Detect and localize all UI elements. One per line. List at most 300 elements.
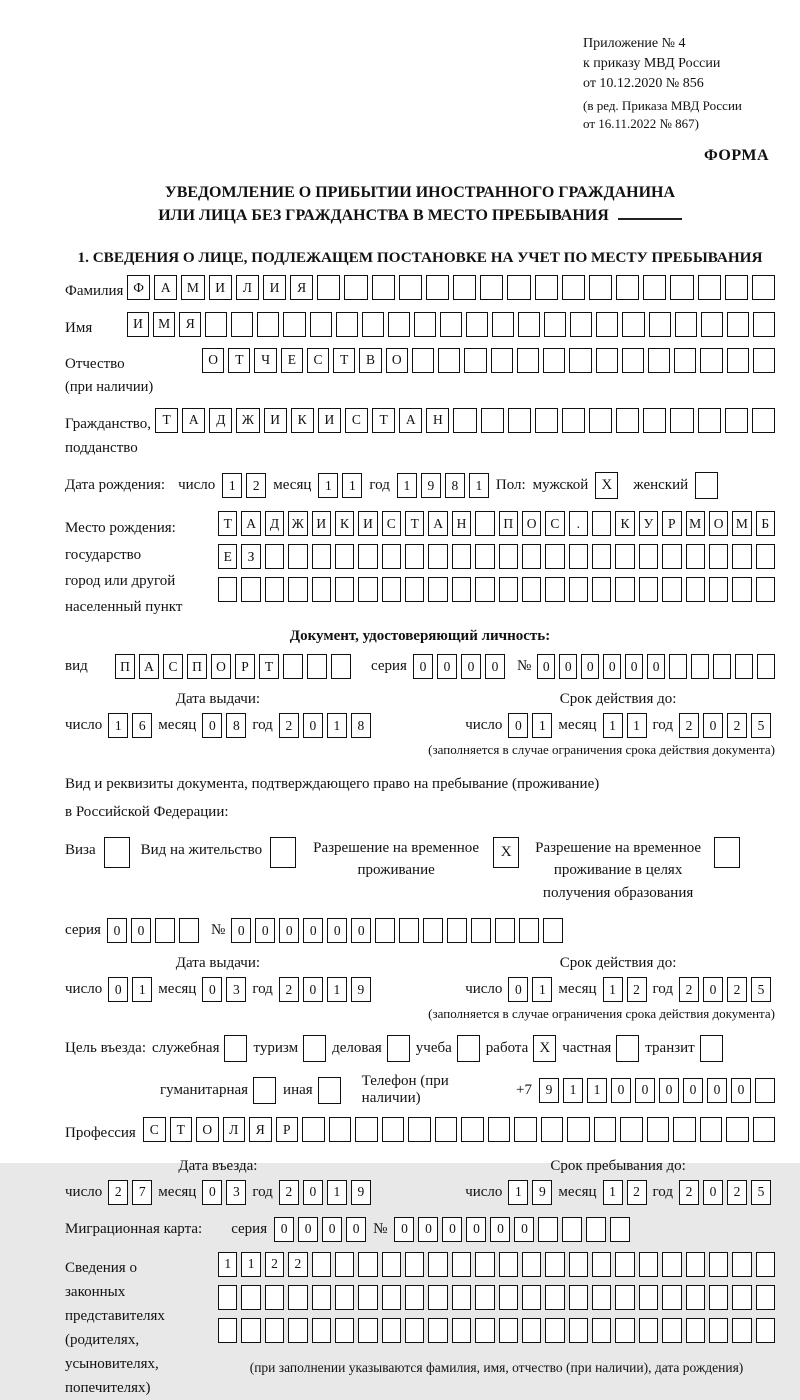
birth-place-line1-cell[interactable]: . <box>569 511 588 536</box>
given-name-field-cell[interactable] <box>257 312 279 337</box>
representatives-line2-cell[interactable] <box>241 1285 260 1310</box>
stay-year-cell[interactable]: 2 <box>679 1180 699 1205</box>
birth-place-line1-cell[interactable]: К <box>335 511 354 536</box>
phone-field-cell[interactable]: 0 <box>731 1078 751 1103</box>
representatives-line3-cell[interactable] <box>218 1318 237 1343</box>
birth-year-field-cell[interactable]: 8 <box>445 473 465 498</box>
phone-field-cell[interactable]: 1 <box>587 1078 607 1103</box>
profession-field-cell[interactable]: Т <box>170 1117 193 1142</box>
patronymic-field-cell[interactable] <box>622 348 644 373</box>
birth-place-line2-cell[interactable] <box>686 544 705 569</box>
birth-place-line3-cell[interactable] <box>522 577 541 602</box>
birth-place-line2-cell[interactable] <box>265 544 284 569</box>
doc-number-field-cell[interactable] <box>735 654 753 679</box>
profession-field-cell[interactable] <box>673 1117 696 1142</box>
patronymic-field-cell[interactable] <box>727 348 749 373</box>
doc-kind-field-cell[interactable]: Р <box>235 654 255 679</box>
patronymic-field-cell[interactable] <box>491 348 513 373</box>
visa-checkbox[interactable] <box>104 837 130 868</box>
citizenship-field-cell[interactable]: И <box>318 408 341 433</box>
mc-number-field-cell[interactable] <box>562 1217 582 1242</box>
residence-number-field-cell[interactable] <box>543 918 563 943</box>
residence-series-field-cell[interactable]: 0 <box>131 918 151 943</box>
patronymic-field-cell[interactable]: Ч <box>254 348 276 373</box>
stay-month-cell[interactable]: 2 <box>627 1180 647 1205</box>
citizenship-field-cell[interactable] <box>725 408 748 433</box>
entry-year-cell[interactable]: 9 <box>351 1180 371 1205</box>
representatives-line1-cell[interactable] <box>499 1252 518 1277</box>
birth-place-line2-cell[interactable] <box>312 544 331 569</box>
given-name-field-cell[interactable] <box>544 312 566 337</box>
phone-field-cell[interactable]: 0 <box>611 1078 631 1103</box>
surname-field-cell[interactable] <box>752 275 775 300</box>
mc-series-field-cell[interactable]: 0 <box>274 1217 294 1242</box>
mc-series-field-cell[interactable]: 0 <box>298 1217 318 1242</box>
birth-year-field-cell[interactable]: 1 <box>397 473 417 498</box>
residence-number-field-cell[interactable]: 0 <box>279 918 299 943</box>
residence-issue-year-cell[interactable]: 9 <box>351 977 371 1002</box>
birth-place-line1-cell[interactable]: Б <box>756 511 775 536</box>
representatives-line2-cell[interactable] <box>709 1285 728 1310</box>
surname-field-cell[interactable] <box>372 275 395 300</box>
birth-place-line2-cell[interactable] <box>428 544 447 569</box>
citizenship-field-cell[interactable] <box>481 408 504 433</box>
given-name-field-cell[interactable] <box>492 312 514 337</box>
birth-place-line3-cell[interactable] <box>358 577 377 602</box>
given-name-field-cell[interactable] <box>701 312 723 337</box>
profession-field-cell[interactable]: С <box>143 1117 166 1142</box>
birth-place-line3-cell[interactable] <box>639 577 658 602</box>
mc-number-field-cell[interactable]: 0 <box>514 1217 534 1242</box>
representatives-line2-cell[interactable] <box>382 1285 401 1310</box>
citizenship-field-cell[interactable]: Д <box>209 408 232 433</box>
birth-place-line3-cell[interactable] <box>662 577 681 602</box>
profession-field-cell[interactable] <box>329 1117 352 1142</box>
birth-day-field-cell[interactable]: 2 <box>246 473 266 498</box>
profession-field-cell[interactable] <box>461 1117 484 1142</box>
temp-residence-checkbox[interactable]: X <box>493 837 519 868</box>
purpose-work-checkbox[interactable]: X <box>533 1035 556 1062</box>
entry-month-cell[interactable]: 3 <box>226 1180 246 1205</box>
representatives-line3-cell[interactable] <box>615 1318 634 1343</box>
doc-kind-field-cell[interactable] <box>283 654 303 679</box>
surname-field-cell[interactable]: А <box>154 275 177 300</box>
doc-expiry-year-cell[interactable]: 2 <box>727 713 747 738</box>
representatives-line2-cell[interactable] <box>522 1285 541 1310</box>
given-name-field-cell[interactable]: М <box>153 312 175 337</box>
doc-issue-month-cell[interactable]: 8 <box>226 713 246 738</box>
representatives-line2-cell[interactable] <box>686 1285 705 1310</box>
representatives-line1-cell[interactable] <box>335 1252 354 1277</box>
surname-field-cell[interactable] <box>399 275 422 300</box>
doc-expiry-month-cell[interactable]: 1 <box>627 713 647 738</box>
citizenship-field-cell[interactable] <box>698 408 721 433</box>
residence-number-field-cell[interactable] <box>495 918 515 943</box>
birth-day-field-cell[interactable]: 1 <box>222 473 242 498</box>
doc-expiry-year-cell[interactable]: 5 <box>751 713 771 738</box>
surname-field-cell[interactable]: Л <box>236 275 259 300</box>
doc-kind-field-cell[interactable]: П <box>187 654 207 679</box>
doc-number-field-cell[interactable]: 0 <box>625 654 643 679</box>
representatives-line2-cell[interactable] <box>312 1285 331 1310</box>
surname-field-cell[interactable]: Я <box>290 275 313 300</box>
profession-field-cell[interactable] <box>382 1117 405 1142</box>
residence-expiry-day-cell[interactable]: 1 <box>532 977 552 1002</box>
representatives-line2-cell[interactable] <box>662 1285 681 1310</box>
phone-field-cell[interactable] <box>755 1078 775 1103</box>
stay-day-cell[interactable]: 1 <box>508 1180 528 1205</box>
patronymic-field-cell[interactable]: Е <box>281 348 303 373</box>
phone-field-cell[interactable]: 0 <box>659 1078 679 1103</box>
doc-number-field-cell[interactable]: 0 <box>647 654 665 679</box>
mc-number-field-cell[interactable] <box>610 1217 630 1242</box>
representatives-line1-cell[interactable] <box>592 1252 611 1277</box>
surname-field-cell[interactable] <box>562 275 585 300</box>
entry-day-cell[interactable]: 7 <box>132 1180 152 1205</box>
representatives-line1-cell[interactable] <box>756 1252 775 1277</box>
birth-place-line1-cell[interactable]: И <box>312 511 331 536</box>
birth-month-field-cell[interactable]: 1 <box>342 473 362 498</box>
citizenship-field-cell[interactable]: К <box>291 408 314 433</box>
birth-place-line3-cell[interactable] <box>732 577 751 602</box>
mc-number-field-cell[interactable] <box>538 1217 558 1242</box>
given-name-field-cell[interactable] <box>388 312 410 337</box>
profession-field-cell[interactable] <box>408 1117 431 1142</box>
residence-expiry-month-cell[interactable]: 1 <box>603 977 623 1002</box>
residence-issue-year-cell[interactable]: 2 <box>279 977 299 1002</box>
birth-place-line3-cell[interactable] <box>405 577 424 602</box>
birth-place-line2-cell[interactable] <box>358 544 377 569</box>
residence-number-field-cell[interactable] <box>471 918 491 943</box>
phone-field-cell[interactable]: 0 <box>683 1078 703 1103</box>
doc-issue-year-cell[interactable]: 8 <box>351 713 371 738</box>
citizenship-field-cell[interactable] <box>535 408 558 433</box>
given-name-field-cell[interactable]: И <box>127 312 149 337</box>
representatives-line1-cell[interactable] <box>732 1252 751 1277</box>
given-name-field-cell[interactable] <box>753 312 775 337</box>
profession-field-cell[interactable] <box>435 1117 458 1142</box>
doc-kind-field-cell[interactable]: Т <box>259 654 279 679</box>
citizenship-field-cell[interactable] <box>616 408 639 433</box>
representatives-line3-cell[interactable] <box>499 1318 518 1343</box>
given-name-field-cell[interactable] <box>466 312 488 337</box>
representatives-line2-cell[interactable] <box>265 1285 284 1310</box>
residence-number-field-cell[interactable] <box>519 918 539 943</box>
birth-month-field-cell[interactable]: 1 <box>318 473 338 498</box>
patronymic-field-cell[interactable] <box>412 348 434 373</box>
phone-field-cell[interactable]: 0 <box>707 1078 727 1103</box>
surname-field-cell[interactable] <box>344 275 367 300</box>
representatives-line3-cell[interactable] <box>358 1318 377 1343</box>
mc-series-field-cell[interactable]: 0 <box>322 1217 342 1242</box>
patronymic-field-cell[interactable] <box>700 348 722 373</box>
birth-place-line3-cell[interactable] <box>686 577 705 602</box>
birth-place-line3-cell[interactable] <box>615 577 634 602</box>
given-name-field-cell[interactable]: Я <box>179 312 201 337</box>
representatives-line3-cell[interactable] <box>335 1318 354 1343</box>
doc-expiry-day-cell[interactable]: 1 <box>532 713 552 738</box>
residence-issue-month-cell[interactable]: 3 <box>226 977 246 1002</box>
profession-field-cell[interactable] <box>302 1117 325 1142</box>
phone-field-cell[interactable]: 9 <box>539 1078 559 1103</box>
representatives-line2-cell[interactable] <box>545 1285 564 1310</box>
given-name-field-cell[interactable] <box>570 312 592 337</box>
given-name-field-cell[interactable] <box>205 312 227 337</box>
entry-year-cell[interactable]: 1 <box>327 1180 347 1205</box>
birth-place-line2-cell[interactable] <box>522 544 541 569</box>
given-name-field-cell[interactable] <box>727 312 749 337</box>
doc-number-field-cell[interactable]: 0 <box>603 654 621 679</box>
mc-series-field-cell[interactable]: 0 <box>346 1217 366 1242</box>
birth-place-line1-cell[interactable] <box>592 511 611 536</box>
representatives-line3-cell[interactable] <box>288 1318 307 1343</box>
surname-field-cell[interactable] <box>317 275 340 300</box>
surname-field-cell[interactable] <box>670 275 693 300</box>
representatives-line1-cell[interactable] <box>686 1252 705 1277</box>
representatives-line2-cell[interactable] <box>756 1285 775 1310</box>
representatives-line3-cell[interactable] <box>662 1318 681 1343</box>
citizenship-field-cell[interactable]: Т <box>372 408 395 433</box>
birth-place-line1-cell[interactable] <box>475 511 494 536</box>
birth-place-line1-cell[interactable]: С <box>545 511 564 536</box>
representatives-line3-cell[interactable] <box>756 1318 775 1343</box>
representatives-line1-cell[interactable] <box>639 1252 658 1277</box>
birth-place-line2-cell[interactable] <box>639 544 658 569</box>
patronymic-field-cell[interactable]: О <box>386 348 408 373</box>
doc-expiry-day-cell[interactable]: 0 <box>508 713 528 738</box>
birth-place-line3-cell[interactable] <box>709 577 728 602</box>
surname-field-cell[interactable] <box>453 275 476 300</box>
citizenship-field-cell[interactable] <box>508 408 531 433</box>
representatives-line2-cell[interactable] <box>218 1285 237 1310</box>
birth-place-line3-cell[interactable] <box>382 577 401 602</box>
residence-issue-year-cell[interactable]: 1 <box>327 977 347 1002</box>
citizenship-field-cell[interactable]: А <box>399 408 422 433</box>
profession-field-cell[interactable] <box>514 1117 537 1142</box>
birth-place-line3-cell[interactable] <box>218 577 237 602</box>
birth-place-line3-cell[interactable] <box>428 577 447 602</box>
representatives-line2-cell[interactable] <box>335 1285 354 1310</box>
mc-number-field-cell[interactable]: 0 <box>394 1217 414 1242</box>
residence-number-field-cell[interactable]: 0 <box>351 918 371 943</box>
representatives-line2-cell[interactable] <box>475 1285 494 1310</box>
birth-place-line1-cell[interactable]: Н <box>452 511 471 536</box>
surname-field-cell[interactable]: М <box>181 275 204 300</box>
surname-field-cell[interactable] <box>698 275 721 300</box>
citizenship-field-cell[interactable]: Ж <box>236 408 259 433</box>
representatives-line1-cell[interactable] <box>569 1252 588 1277</box>
birth-place-line2-cell[interactable] <box>756 544 775 569</box>
profession-field-cell[interactable] <box>594 1117 617 1142</box>
given-name-field-cell[interactable] <box>440 312 462 337</box>
doc-number-field-cell[interactable] <box>669 654 687 679</box>
representatives-line2-cell[interactable] <box>288 1285 307 1310</box>
residence-expiry-day-cell[interactable]: 0 <box>508 977 528 1002</box>
doc-number-field-cell[interactable] <box>757 654 775 679</box>
representatives-line1-cell[interactable]: 2 <box>288 1252 307 1277</box>
residence-number-field-cell[interactable]: 0 <box>303 918 323 943</box>
entry-year-cell[interactable]: 2 <box>279 1180 299 1205</box>
purpose-business-checkbox[interactable] <box>387 1035 410 1062</box>
representatives-line1-cell[interactable] <box>358 1252 377 1277</box>
representatives-line3-cell[interactable] <box>545 1318 564 1343</box>
residence-series-field-cell[interactable] <box>179 918 199 943</box>
birth-place-line3-cell[interactable] <box>335 577 354 602</box>
doc-kind-field-cell[interactable] <box>331 654 351 679</box>
given-name-field-cell[interactable] <box>518 312 540 337</box>
birth-place-line2-cell[interactable] <box>709 544 728 569</box>
residence-expiry-year-cell[interactable]: 2 <box>679 977 699 1002</box>
representatives-line1-cell[interactable]: 1 <box>241 1252 260 1277</box>
representatives-line1-cell[interactable] <box>452 1252 471 1277</box>
profession-field-cell[interactable] <box>620 1117 643 1142</box>
residence-issue-day-cell[interactable]: 1 <box>132 977 152 1002</box>
profession-field-cell[interactable] <box>726 1117 749 1142</box>
birth-place-line1-cell[interactable]: С <box>382 511 401 536</box>
birth-place-line1-cell[interactable]: О <box>709 511 728 536</box>
representatives-line1-cell[interactable] <box>405 1252 424 1277</box>
birth-place-line2-cell[interactable] <box>382 544 401 569</box>
birth-place-line3-cell[interactable] <box>756 577 775 602</box>
representatives-line3-cell[interactable] <box>522 1318 541 1343</box>
patronymic-field-cell[interactable] <box>648 348 670 373</box>
profession-field-cell[interactable] <box>355 1117 378 1142</box>
doc-issue-day-cell[interactable]: 6 <box>132 713 152 738</box>
representatives-line3-cell[interactable] <box>732 1318 751 1343</box>
entry-month-cell[interactable]: 0 <box>202 1180 222 1205</box>
stay-day-cell[interactable]: 9 <box>532 1180 552 1205</box>
birth-year-field-cell[interactable]: 1 <box>469 473 489 498</box>
profession-field-cell[interactable] <box>700 1117 723 1142</box>
birth-place-line1-cell[interactable]: М <box>686 511 705 536</box>
surname-field-cell[interactable] <box>643 275 666 300</box>
doc-issue-month-cell[interactable]: 0 <box>202 713 222 738</box>
phone-field-cell[interactable]: 0 <box>635 1078 655 1103</box>
representatives-line1-cell[interactable] <box>428 1252 447 1277</box>
birth-place-line3-cell[interactable] <box>592 577 611 602</box>
given-name-field-cell[interactable] <box>649 312 671 337</box>
birth-place-line3-cell[interactable] <box>452 577 471 602</box>
profession-field-cell[interactable]: Л <box>223 1117 246 1142</box>
given-name-field-cell[interactable] <box>414 312 436 337</box>
phone-field-cell[interactable]: 1 <box>563 1078 583 1103</box>
doc-issue-year-cell[interactable]: 0 <box>303 713 323 738</box>
mc-number-field-cell[interactable]: 0 <box>466 1217 486 1242</box>
stay-year-cell[interactable]: 5 <box>751 1180 771 1205</box>
patronymic-field-cell[interactable]: Т <box>228 348 250 373</box>
representatives-line3-cell[interactable] <box>452 1318 471 1343</box>
birth-place-line1-cell[interactable]: А <box>241 511 260 536</box>
representatives-line1-cell[interactable] <box>615 1252 634 1277</box>
representatives-line1-cell[interactable] <box>475 1252 494 1277</box>
sex-male-checkbox[interactable]: X <box>595 472 618 499</box>
patronymic-field-cell[interactable] <box>596 348 618 373</box>
representatives-line1-cell[interactable] <box>382 1252 401 1277</box>
stay-year-cell[interactable]: 0 <box>703 1180 723 1205</box>
residence-number-field-cell[interactable] <box>375 918 395 943</box>
entry-year-cell[interactable]: 0 <box>303 1180 323 1205</box>
purpose-transit-checkbox[interactable] <box>700 1035 723 1062</box>
birth-place-line1-cell[interactable]: Т <box>218 511 237 536</box>
stay-month-cell[interactable]: 1 <box>603 1180 623 1205</box>
sex-female-checkbox[interactable] <box>695 472 718 499</box>
patronymic-field-cell[interactable]: Т <box>333 348 355 373</box>
given-name-field-cell[interactable] <box>596 312 618 337</box>
residence-number-field-cell[interactable] <box>399 918 419 943</box>
representatives-line3-cell[interactable] <box>709 1318 728 1343</box>
representatives-line1-cell[interactable] <box>312 1252 331 1277</box>
mc-number-field-cell[interactable]: 0 <box>442 1217 462 1242</box>
entry-day-cell[interactable]: 2 <box>108 1180 128 1205</box>
citizenship-field-cell[interactable] <box>453 408 476 433</box>
given-name-field-cell[interactable] <box>310 312 332 337</box>
residence-series-field-cell[interactable] <box>155 918 175 943</box>
stay-year-cell[interactable]: 2 <box>727 1180 747 1205</box>
birth-place-line1-cell[interactable]: П <box>499 511 518 536</box>
profession-field-cell[interactable] <box>541 1117 564 1142</box>
birth-year-field-cell[interactable]: 9 <box>421 473 441 498</box>
patronymic-field-cell[interactable] <box>464 348 486 373</box>
birth-place-line1-cell[interactable]: Ж <box>288 511 307 536</box>
birth-place-line1-cell[interactable]: У <box>639 511 658 536</box>
representatives-line1-cell[interactable] <box>545 1252 564 1277</box>
surname-field-cell[interactable] <box>589 275 612 300</box>
representatives-line1-cell[interactable] <box>709 1252 728 1277</box>
given-name-field-cell[interactable] <box>283 312 305 337</box>
doc-expiry-year-cell[interactable]: 2 <box>679 713 699 738</box>
patronymic-field-cell[interactable]: В <box>359 348 381 373</box>
representatives-line3-cell[interactable] <box>382 1318 401 1343</box>
residence-expiry-year-cell[interactable]: 0 <box>703 977 723 1002</box>
residence-number-field-cell[interactable] <box>423 918 443 943</box>
representatives-line3-cell[interactable] <box>241 1318 260 1343</box>
doc-issue-year-cell[interactable]: 2 <box>279 713 299 738</box>
doc-number-field-cell[interactable]: 0 <box>559 654 577 679</box>
representatives-line1-cell[interactable]: 1 <box>218 1252 237 1277</box>
birth-place-line2-cell[interactable]: З <box>241 544 260 569</box>
representatives-line3-cell[interactable] <box>592 1318 611 1343</box>
residence-number-field-cell[interactable] <box>447 918 467 943</box>
citizenship-field-cell[interactable] <box>643 408 666 433</box>
representatives-line3-cell[interactable] <box>312 1318 331 1343</box>
doc-expiry-month-cell[interactable]: 1 <box>603 713 623 738</box>
patronymic-field-cell[interactable] <box>674 348 696 373</box>
doc-kind-field-cell[interactable] <box>307 654 327 679</box>
residence-issue-year-cell[interactable]: 0 <box>303 977 323 1002</box>
surname-field-cell[interactable]: И <box>263 275 286 300</box>
residence-number-field-cell[interactable]: 0 <box>327 918 347 943</box>
citizenship-field-cell[interactable]: А <box>182 408 205 433</box>
birth-place-line3-cell[interactable] <box>288 577 307 602</box>
representatives-line1-cell[interactable] <box>522 1252 541 1277</box>
birth-place-line2-cell[interactable] <box>592 544 611 569</box>
residence-permit-checkbox[interactable] <box>270 837 296 868</box>
birth-place-line3-cell[interactable] <box>475 577 494 602</box>
representatives-line2-cell[interactable] <box>452 1285 471 1310</box>
citizenship-field-cell[interactable]: С <box>345 408 368 433</box>
birth-place-line2-cell[interactable] <box>405 544 424 569</box>
citizenship-field-cell[interactable] <box>589 408 612 433</box>
representatives-line2-cell[interactable] <box>405 1285 424 1310</box>
birth-place-line3-cell[interactable] <box>265 577 284 602</box>
residence-number-field-cell[interactable]: 0 <box>231 918 251 943</box>
doc-number-field-cell[interactable]: 0 <box>581 654 599 679</box>
surname-field-cell[interactable] <box>507 275 530 300</box>
doc-kind-field-cell[interactable]: С <box>163 654 183 679</box>
mc-number-field-cell[interactable]: 0 <box>418 1217 438 1242</box>
profession-field-cell[interactable]: Я <box>249 1117 272 1142</box>
patronymic-field-cell[interactable] <box>753 348 775 373</box>
